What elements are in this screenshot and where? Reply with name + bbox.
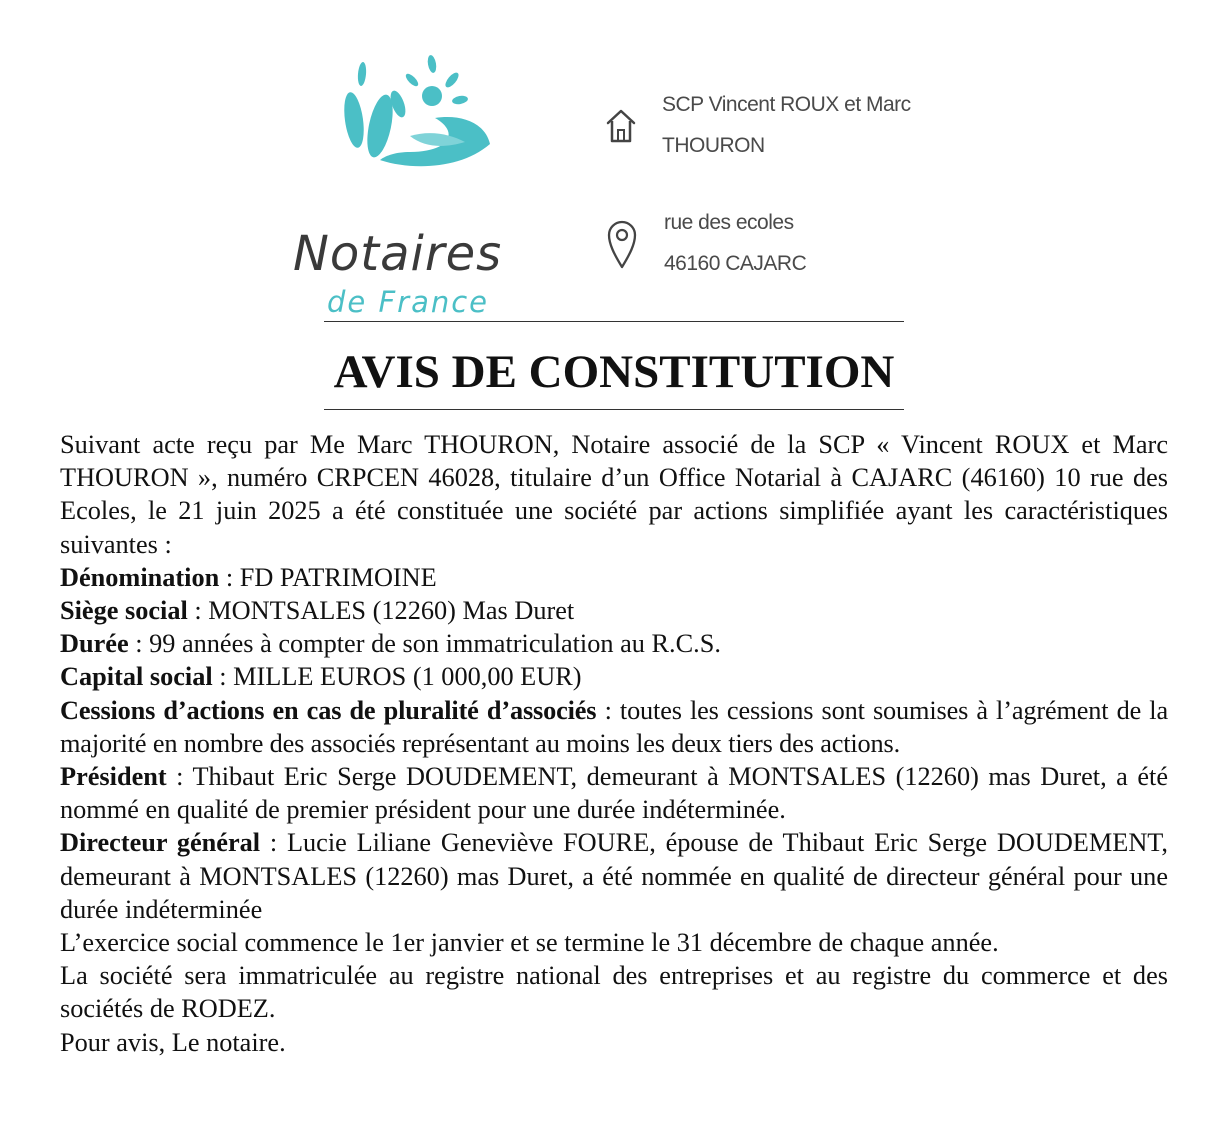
logo-wordmark: Notaires [293, 226, 503, 282]
title-rule-top [324, 321, 904, 322]
address-line-2: 46160 CAJARC [664, 252, 807, 275]
capital-label: Capital social [60, 662, 213, 692]
denomination-line [60, 561, 1168, 594]
denomination-label: Dénomination [60, 562, 220, 592]
address-line-1: rue des ecoles [664, 211, 794, 234]
directeur-value: : Lucie Liliane Geneviève FOURE, épouse de Thibaut Eric Serge DOUDEMENT, demeurant à MONTSALES (12260) mas Duret, a été nommée en qualité de directeur général pour une durée indéterminée [60, 828, 1168, 924]
president-label: Président [60, 762, 167, 792]
page-title: AVIS DE CONSTITUTION [333, 346, 895, 398]
title-rule-bottom [324, 409, 904, 410]
office-address [664, 202, 806, 284]
exercice-paragraph: L’exercice social commence le 1er janvier et se termine le 31 décembre de chaque année. [60, 928, 999, 958]
letterhead [0, 0, 1228, 319]
siege-line [60, 594, 1168, 627]
capital-line [60, 660, 1168, 693]
duree-label: Durée [60, 629, 129, 659]
cessions-paragraph [60, 694, 1168, 760]
notice-body [60, 428, 1168, 1059]
notaires-de-france-logo [285, 52, 565, 319]
signature-line: Pour avis, Le notaire. [60, 1027, 286, 1057]
house-icon [605, 106, 637, 144]
office-name [662, 84, 911, 166]
logo-subtitle: de France [327, 285, 490, 319]
siege-label: Siège social [60, 596, 188, 626]
office-line-1: SCP Vincent ROUX et Marc [662, 93, 911, 116]
office-line-2: THOURON [662, 134, 765, 157]
location-pin-icon [606, 218, 638, 270]
cessions-value: : toutes les cessions sont soumises à l’agrément de la majorité en nombre des associés représentant au moins les deux tiers des actions. [60, 695, 1168, 758]
directeur-label: Directeur général [60, 828, 261, 858]
cessions-label: Cessions d’actions en cas de pluralité d’associés [60, 695, 597, 725]
intro-paragraph: Suivant acte reçu par Me Marc THOURON, Notaire associé de la SCP « Vincent ROUX et Marc THOURON », numéro CRPCEN 46028, titulaire d’un Office Notarial à CAJARC (46160) 10 rue des Ecoles, le 21 juin 2025 a été constituée une société par actions simplifiée ayant les caractéristiques suivantes : [60, 430, 1168, 559]
president-paragraph [60, 760, 1168, 826]
immatriculation-paragraph: La société sera immatriculée au registre national des entreprises et au registre du commerce et des sociétés de RODEZ. [60, 961, 1168, 1024]
capital-value: : MILLE EUROS (1 000,00 EUR) [212, 662, 582, 692]
logo-figure-icon [340, 52, 500, 182]
president-value: : Thibaut Eric Serge DOUDEMENT, demeurant à MONTSALES (12260) mas Duret, a été nommé en qualité de premier président pour une durée indéterminée. [60, 762, 1168, 825]
duree-value: : 99 années à compter de son immatriculation au R.C.S. [128, 629, 721, 659]
denomination-value: : FD PATRIMOINE [219, 562, 437, 592]
directeur-paragraph [60, 826, 1168, 926]
siege-value: : MONTSALES (12260) Mas Duret [187, 596, 575, 626]
duree-line [60, 627, 1168, 660]
